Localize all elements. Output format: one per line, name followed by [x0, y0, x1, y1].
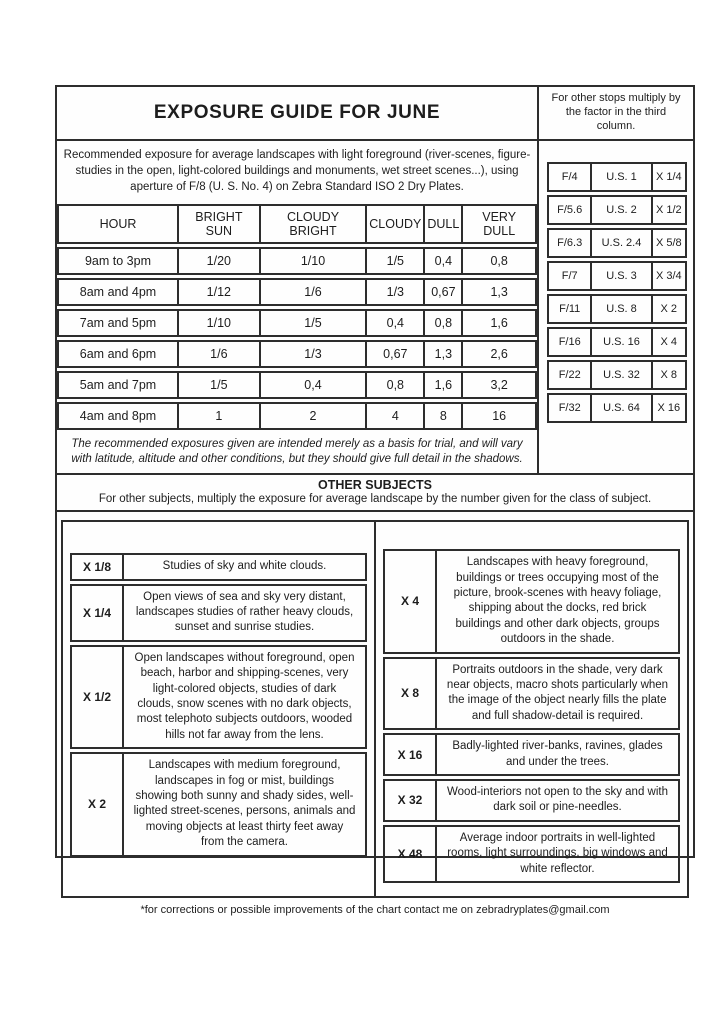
header-cloudy: CLOUDY — [365, 204, 423, 245]
fstop-cell: F/7 — [547, 261, 590, 291]
fstop-column — [539, 141, 693, 473]
value-cell: 0,4 — [259, 371, 366, 399]
multiplier-row — [383, 779, 680, 822]
factor-cell: X 4 — [383, 549, 435, 653]
fstop-row — [547, 327, 687, 357]
multiplier-row — [70, 752, 367, 856]
value-cell: 1,3 — [423, 340, 461, 368]
multiplier-column-right — [376, 522, 687, 896]
fstop-row — [547, 162, 687, 192]
other-subjects-band — [57, 473, 693, 512]
fstop-cell: F/11 — [547, 294, 590, 324]
fstop-row — [547, 228, 687, 258]
exposure-table — [57, 201, 537, 434]
trial-note: The recommended exposures given are intended merely as a basis for trial, and will vary with latitude, altitude and other conditions, but they should give full detail in the shadows. — [71, 438, 523, 466]
description-text: Recommended exposure for average landscapes with light foreground (river-scenes, figure- studies in the open, light-colored buildings and monuments, wet street scenes...), using aperture of F/8 (U. S. No. 4) on Zebra Standard ISO 2 Dry Plates. — [63, 149, 531, 193]
hour-cell: 8am and 4pm — [57, 278, 177, 306]
value-cell: 0,8 — [365, 371, 423, 399]
fstop-row — [547, 195, 687, 225]
value-cell: 16 — [461, 402, 537, 430]
factor-cell: X 48 — [383, 825, 435, 883]
subject-description-cell: Open landscapes without foreground, open beach, harbor and shipping-scenes, very light-colored objects, studies of dark clouds, snow scenes with no dark objects, most telephoto subjects outdoors, wooded hills not far away from the lens. — [122, 645, 367, 749]
fstop-cell: F/4 — [547, 162, 590, 192]
value-cell: 3,2 — [461, 371, 537, 399]
value-cell: 2 — [259, 402, 366, 430]
us-number-cell: U.S. 2 — [590, 195, 650, 225]
multiplier-row — [70, 584, 367, 642]
header-row — [57, 87, 693, 141]
factor-cell: X 1/2 — [70, 645, 122, 749]
hour-cell: 5am and 7pm — [57, 371, 177, 399]
table-row — [57, 340, 537, 368]
us-number-cell: U.S. 32 — [590, 360, 650, 390]
factor-cell: X 32 — [383, 779, 435, 822]
multiplier-box — [61, 520, 689, 898]
fstop-table — [547, 159, 687, 426]
value-cell: 1,6 — [423, 371, 461, 399]
factor-cell: X 8 — [651, 360, 687, 390]
header-very-dull: VERY DULL — [461, 204, 537, 245]
value-cell: 1/6 — [259, 278, 366, 306]
fstop-row — [547, 294, 687, 324]
value-cell: 1/20 — [177, 247, 259, 275]
table-row — [57, 402, 537, 430]
us-number-cell: U.S. 16 — [590, 327, 650, 357]
subject-description-cell: Badly-lighted river-banks, ravines, glades and under the trees. — [435, 733, 680, 776]
hour-cell: 7am and 5pm — [57, 309, 177, 337]
value-cell: 0,67 — [365, 340, 423, 368]
fstop-cell: F/22 — [547, 360, 590, 390]
subject-description-cell: Wood-interiors not open to the sky and with dark soil or pine-needles. — [435, 779, 680, 822]
value-cell: 1/12 — [177, 278, 259, 306]
multiplier-row — [383, 825, 680, 883]
header-dull: DULL — [423, 204, 461, 245]
multiplier-row — [70, 645, 367, 749]
fstop-row — [547, 261, 687, 291]
hour-cell: 9am to 3pm — [57, 247, 177, 275]
other-subjects-title: OTHER SUBJECTS — [318, 478, 432, 493]
value-cell: 1/10 — [177, 309, 259, 337]
factor-cell: X 16 — [651, 393, 687, 423]
value-cell: 0,4 — [423, 247, 461, 275]
subject-description-cell: Open views of sea and sky very distant, landscapes studies of rather heavy clouds, sunset and sunrise studies. — [122, 584, 367, 642]
us-number-cell: U.S. 64 — [590, 393, 650, 423]
us-number-cell: U.S. 8 — [590, 294, 650, 324]
header-bright-sun: BRIGHT SUN — [177, 204, 259, 245]
subject-description-cell: Landscapes with medium foreground, landscapes in fog or mist, buildings showing both sunny and shady sides, well-lighted street-scenes, persons, animals and moving objects at least thirty feet away from the camera. — [122, 752, 367, 856]
hour-cell: 6am and 6pm — [57, 340, 177, 368]
factor-cell: X 4 — [651, 327, 687, 357]
multiplier-table-left — [70, 550, 367, 860]
us-number-cell: U.S. 2.4 — [590, 228, 650, 258]
value-cell: 1/3 — [259, 340, 366, 368]
fstop-cell: F/6.3 — [547, 228, 590, 258]
multiplier-column-left — [63, 522, 376, 896]
multiplier-row — [383, 549, 680, 653]
multiplier-section — [57, 512, 693, 898]
value-cell: 0,67 — [423, 278, 461, 306]
value-cell: 1,3 — [461, 278, 537, 306]
value-cell: 1/3 — [365, 278, 423, 306]
multiplier-table-right — [383, 546, 680, 886]
stops-note: For other stops multiply by the factor in the third column. — [551, 92, 681, 132]
multiplier-row — [383, 657, 680, 731]
contact-footer: *for corrections or possible improvements of the chart contact me on zebradryplates@gmail.com — [140, 904, 610, 917]
subject-description-cell: Landscapes with heavy foreground, buildings or trees occupying most of the picture, brook-scenes with heavy foliage, shipping about the docks, red brick buildings and other dark objects, groups outdoors in the shade. — [435, 549, 680, 653]
factor-cell: X 3/4 — [651, 261, 687, 291]
factor-cell: X 1/4 — [70, 584, 122, 642]
table-row — [57, 371, 537, 399]
middle-section — [57, 141, 693, 473]
exposure-guide-document — [55, 85, 695, 917]
fstop-cell: F/32 — [547, 393, 590, 423]
factor-cell: X 1/8 — [70, 553, 122, 580]
other-subjects-subtitle: For other subjects, multiply the exposure for average landscape by the number given for the class of subject. — [98, 493, 652, 506]
subject-description-cell: Studies of sky and white clouds. — [122, 553, 367, 580]
subject-description-cell: Portraits outdoors in the shade, very dark near objects, macro shots particularly when the image of the object nearly fills the plate and full shadow-detail is required. — [435, 657, 680, 731]
multiplier-row — [383, 733, 680, 776]
value-cell: 1/5 — [177, 371, 259, 399]
value-cell: 1/10 — [259, 247, 366, 275]
value-cell: 1/5 — [259, 309, 366, 337]
value-cell: 1 — [177, 402, 259, 430]
value-cell: 4 — [365, 402, 423, 430]
table-row — [57, 278, 537, 306]
fstop-row — [547, 360, 687, 390]
value-cell: 1/6 — [177, 340, 259, 368]
table-row — [57, 247, 537, 275]
value-cell: 0,4 — [365, 309, 423, 337]
factor-cell: X 16 — [383, 733, 435, 776]
subject-description-cell: Average indoor portraits in well-lighted rooms, light surroundings, big windows and white reflector. — [435, 825, 680, 883]
fstop-cell: F/16 — [547, 327, 590, 357]
us-number-cell: U.S. 3 — [590, 261, 650, 291]
value-cell: 8 — [423, 402, 461, 430]
table-row — [57, 309, 537, 337]
title-cell — [57, 87, 539, 139]
exposure-header-row — [57, 204, 537, 245]
value-cell: 1/5 — [365, 247, 423, 275]
hour-cell: 4am and 8pm — [57, 402, 177, 430]
factor-cell: X 8 — [383, 657, 435, 731]
factor-cell: X 1/4 — [651, 162, 687, 192]
header-cloudy-bright: CLOUDY BRIGHT — [259, 204, 366, 245]
multiplier-row — [70, 553, 367, 580]
factor-cell: X 2 — [70, 752, 122, 856]
us-number-cell: U.S. 1 — [590, 162, 650, 192]
value-cell: 1,6 — [461, 309, 537, 337]
page-title: EXPOSURE GUIDE FOR JUNE — [153, 102, 441, 123]
factor-cell: X 1/2 — [651, 195, 687, 225]
fstop-cell: F/5.6 — [547, 195, 590, 225]
fstop-row — [547, 393, 687, 423]
value-cell: 0,8 — [423, 309, 461, 337]
factor-cell: X 2 — [651, 294, 687, 324]
main-exposure-area — [57, 141, 539, 473]
value-cell: 2,6 — [461, 340, 537, 368]
factor-cell: X 5/8 — [651, 228, 687, 258]
header-hour: HOUR — [57, 204, 177, 245]
value-cell: 0,8 — [461, 247, 537, 275]
